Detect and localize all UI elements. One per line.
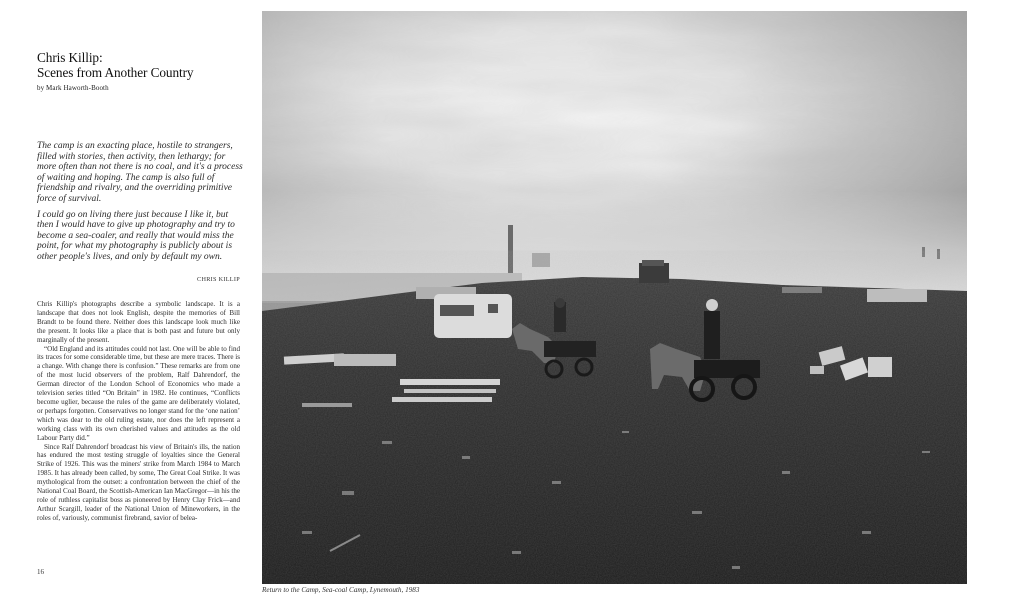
body-paragraph: Since Ralf Dahrendorf broadcast his view of Britain's ills, the nation has endured the most testing struggle of loyalties since the General Strike of 1926. This was the miners' strike from March 1984 to March 1985. It has already been called, by some, The Great Coal Strike. It was mythological from the outset: a confrontation between the chief of the National Coal Board, the Scottish-American Ian MacGregor—in his the role of ruthless capitalist boss as pioneered by Henry Clay Frick—and Arthur Scargill, leader of the National Union of Mineworkers, in the roles of, variously, communist firebrand, savior of belea-: [37, 442, 240, 522]
page-number: 16: [37, 568, 44, 576]
body-text: [37, 300, 240, 523]
title-line-2: Scenes from Another Country: [37, 64, 194, 80]
epigraph-attribution: CHRIS KILLIP: [197, 276, 240, 283]
byline: by Mark Haworth-Booth: [37, 84, 109, 92]
sea-coal-camp-photo: [262, 11, 967, 584]
article-title: [37, 51, 247, 80]
epigraph-paragraph: The camp is an exacting place, hostile to strangers, filled with stories, then activity, then lethargy; for more often than not there is no coal, and it's a process of waiting and hoping. The camp is also full of friendship and rivalry, and the overriding primitive force of survival.: [37, 141, 243, 204]
chimney: [508, 225, 513, 273]
photograph: [262, 11, 967, 584]
body-paragraph: Chris Killip's photographs describe a symbolic landscape. It is a landscape that does not look English, despite the memories of Bill Brandt to be found there. Neither does this landscape look much like the present. It looks like a place that is both past and future but only marginally of the present.: [37, 300, 240, 344]
photo-caption: Return to the Camp, Sea-coal Camp, Lynemouth, 1983: [262, 586, 420, 594]
body-paragraph: “Old England and its attitudes could not last. One will be able to find its traces for some considerable time, but these are mere traces. There is a change. With change there is confusion.” These remarks are from one of the most lucid observers of the problem, Ralf Dahrendorf, the German director of the London School of Economics who made a television series titled “On Britain” in 1982. He continues, “Conflicts become uglier, because the rules of the game are deliberately violated, or perhaps forgotten. Conservatives no longer stand for the ‘one nation’ which was dear to the old ruling estate, nor does the left represent a working class with its own cherished values and attitudes as the old Labour Party did.”: [37, 344, 240, 442]
title-line-1: Chris Killip:: [37, 50, 103, 65]
epigraph: [37, 141, 243, 268]
epigraph-paragraph: I could go on living there just because I like it, but then I would have to give up photography and try to become a sea-coaler, and really that would miss the point, for what my photography is publicly about is other people's lives, and only by default my own.: [37, 209, 235, 262]
